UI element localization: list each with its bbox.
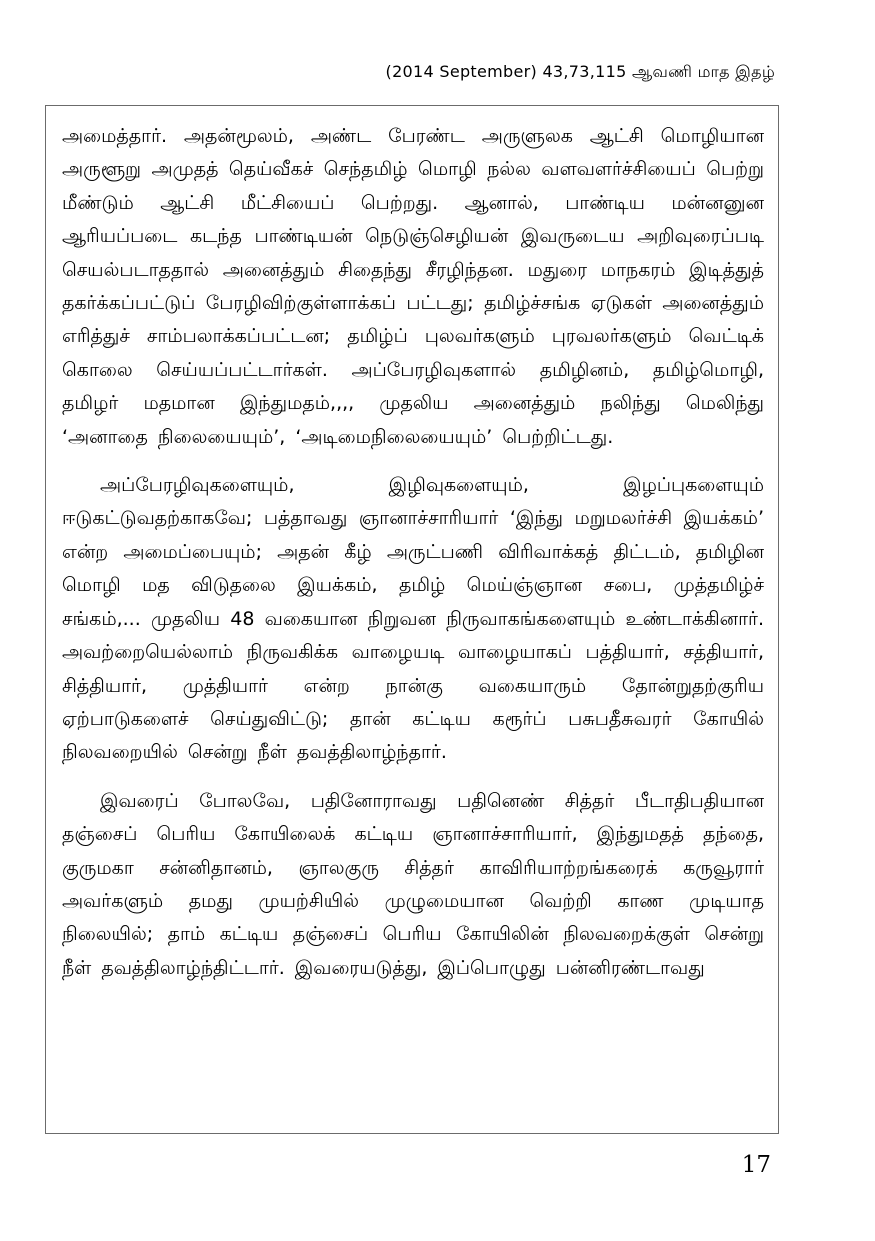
paragraph-1: அமைத்தார். அதன்மூலம், அண்ட பேரண்ட அருளுலக ஆட்சி மொழியான அருளூறு அமுதத் தெய்வீகச் செந்தமிழ் மொழி நல்ல வளவளர்ச்சியைப் பெற்று மீண்டும் ஆட்சி மீட்சியைப் பெற்றது. ஆனால், பாண்டிய மன்னனுன ஆரியப்படை கடந்த பாண்டியன் நெடுஞ்செழியன் இவருடைய அறிவுரைப்படி செயல்படாததால் அனைத்தும் சிதைந்து சீரழிந்தன. மதுரை மாநகரம் இடித்துத் தகர்க்கப்பட்டுப் பேரழிவிற்குள்ளாக்கப் பட்டது; தமிழ்ச்சங்க ஏடுகள் அனைத்தும் எரித்துச் சாம்பலாக்கப்பட்டன; தமிழ்ப் புலவர்களும் புரவலர்களும் வெட்டிக் கொலை செய்யப்பட்டார்கள். அப்பேரழிவுகளால் தமிழினம், தமிழ்மொழி, தமிழர் மதமான இந்துமதம்,,,, முதலிய அனைத்தும் நலிந்து மெலிந்து ‘அனாதை நிலையையும்’, ‘அடிமைநிலையையும்’ பெற்றிட்டது.	[62, 125, 764, 448]
issue-header: (2014 September) 43,73,115 ஆவணி மாத இதழ்	[385, 62, 775, 81]
content-box	[45, 105, 779, 1134]
paragraph-3: இவரைப் போலவே, பதினோராவது பதினெண் சித்தர் பீடாதிபதியான தஞ்சைப் பெரிய கோயிலைக் கட்டிய ஞானாச்சாரியார், இந்துமதத் தந்தை, குருமகா சன்னிதானம், ஞாலகுரு சித்தர் காவிரியாற்றங்கரைக் கருவூரார் அவர்களும் தமது முயற்சியில் முழுமையான வெற்றி காண முடியாத நிலையில்; தாம் கட்டிய தஞ்சைப் பெரிய கோயிலின் நிலவறைக்குள் சென்று நீள் தவத்திலாழ்ந்திட்டார். இவரையடுத்து, இப்பொழுது பன்னிரண்டாவது	[62, 789, 764, 979]
paragraph-2: அப்பேரழிவுகளையும், இழிவுகளையும், இழப்புகளையும் ஈடுகட்டுவதற்காகவே; பத்தாவது ஞானாச்சாரியார் ‘இந்து மறுமலர்ச்சி இயக்கம்’ என்ற அமைப்பையும்; அதன் கீழ் அருட்பணி விரிவாக்கத் திட்டம், தமிழின மொழி மத விடுதலை இயக்கம், தமிழ் மெய்ஞ்ஞான சபை, முத்தமிழ்ச் சங்கம்,... முதலிய 48 வகையான நிறுவன நிருவாகங்களையும் உண்டாக்கினார். அவற்றையெல்லாம் நிருவகிக்க வாழையடி வாழையாகப் பத்தியார், சத்தியார், சித்தியார், முத்தியார் என்ற நான்கு வகையாரும் தோன்றுதற்குரிய ஏற்பாடுகளைச் செய்துவிட்டு; தான் கட்டிய கரூர்ப் பசுபதீசுவரர் கோயில் நிலவறையில் சென்று நீள் தவத்திலாழ்ந்தார்.	[62, 474, 764, 764]
page-number: 17	[741, 1152, 771, 1178]
